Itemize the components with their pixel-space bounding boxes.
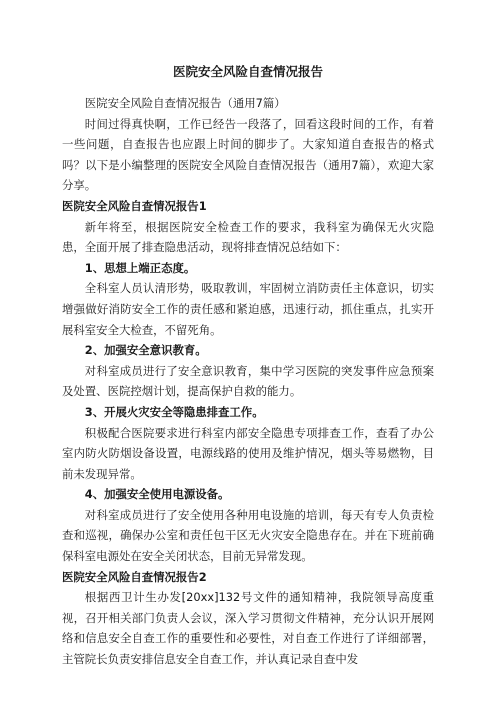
paragraph: 新年将至，根据医院安全检查工作的要求，我科室为确保无火灾隐患，全面开展了排查隐患活动，现将排查情况总结如下： (62, 219, 434, 255)
numbered-subheading: 2、加强安全意识教育。 (84, 343, 207, 358)
numbered-subheading: 1、思想上端正态度。 (84, 260, 196, 275)
paragraph: 积极配合医院要求进行科室内部安全隐患专项排查工作，查看了办公室内防火防烟设备设置，电源线路的使用及维护情况，烟头等易燃物，目前未发现异常。 (62, 425, 434, 481)
paragraph: 全科室人员认清形势，吸取教训，牢固树立消防责任主体意识，切实增强做好消防安全工作的责任感和紧迫感，迅速行动，抓住重点，扎实开展科室安全大检查，不留死角。 (62, 281, 434, 337)
paragraph: 医院安全风险自查情况报告（通用7篇） (84, 96, 286, 110)
document-title: 医院安全风险自查情况报告 (172, 64, 323, 79)
paragraph: 对科室成员进行了安全使用各种用电设施的培训，每天有专人负责检查和巡视，确保办公室和责任包干区无火灾安全隐患存在。并在下班前确保科室电源处在安全关闭状态，目前无异常发现。 (62, 507, 434, 564)
paragraph: 对科室成员进行了安全意识教育，集中学习医院的突发事件应急预案及处置、医院控烟计划，提高保护自救的能力。 (62, 363, 434, 399)
document-body (62, 93, 434, 670)
numbered-subheading: 3、开展火灾安全等隐患排查工作。 (84, 404, 264, 419)
paragraph: 时间过得真快啊，工作已经告一段落了，回看这段时间的工作，有着一些问题，自查报告也应跟上时间的脚步了。大家知道自查报告的格式吗？以下是小编整理的医院安全风险自查情况报告（通用7篇），欢迎大家分享。 (62, 116, 434, 193)
numbered-subheading: 4、加强安全使用电源设备。 (84, 487, 230, 502)
section-heading: 医院安全风险自查情况报告1 (62, 198, 207, 213)
paragraph: 根据西卫计生办发[20xx]132号文件的通知精神，我院领导高度重视，召开相关部门负责人会议，深入学习贯彻文件精神，充分认识开展网络和信息安全自查工作的重要性和必要性，对自查工作进行了详细部署，主管院长负责安排信息安全自查工作，并认真记录自查中发 (62, 590, 434, 667)
section-heading: 医院安全风险自查情况报告2 (62, 569, 207, 584)
